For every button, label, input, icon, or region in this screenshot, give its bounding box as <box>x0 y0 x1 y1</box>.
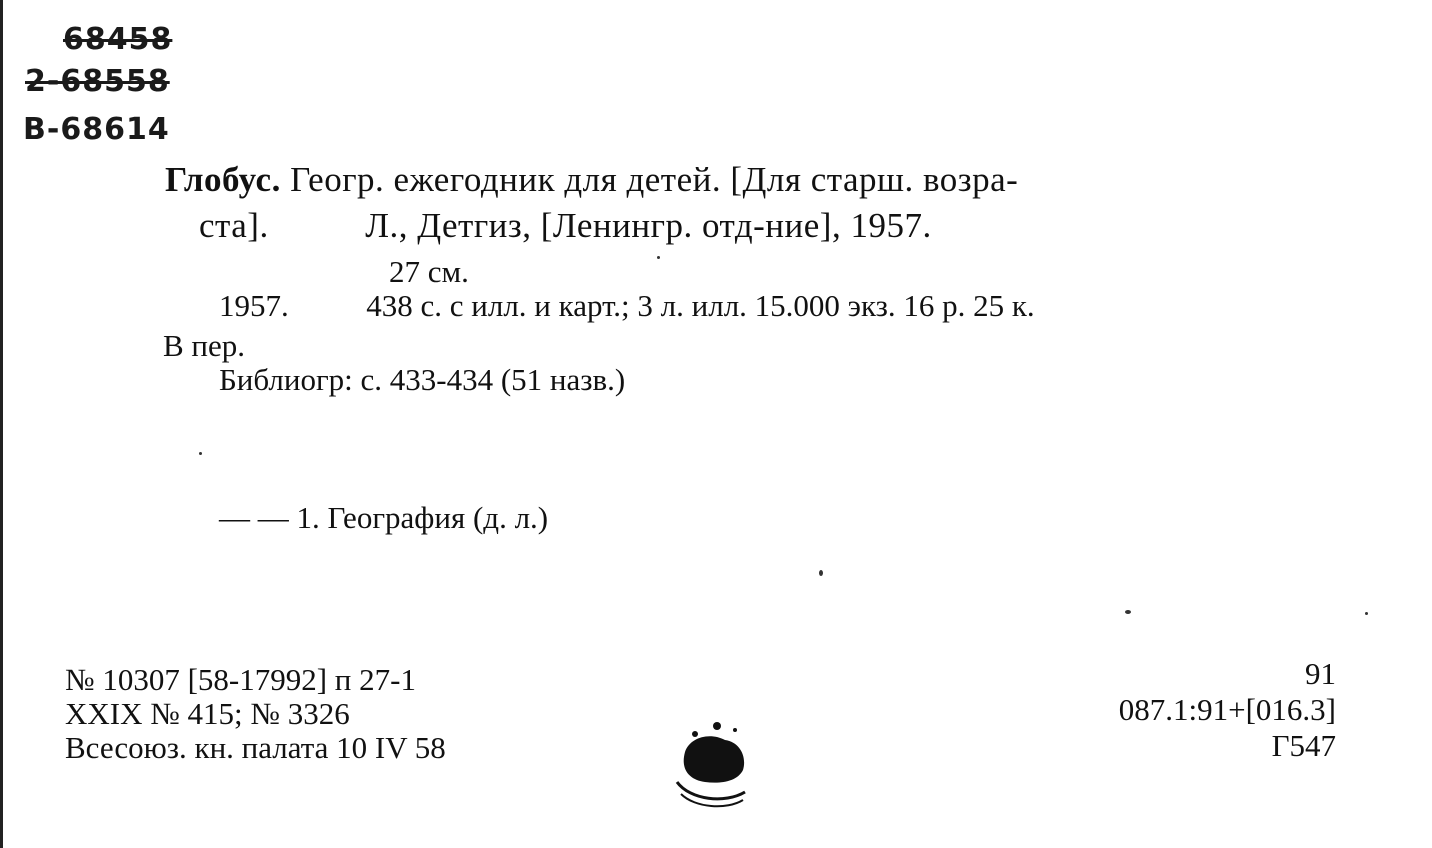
footer-left-1: № 10307 [58-17992] п 27-1 <box>65 662 416 697</box>
ink-speck <box>657 256 660 259</box>
handwritten-number-3: В-68614 <box>23 112 170 147</box>
footer-right-2: 087.1:91+[016.3] <box>1118 692 1336 727</box>
ink-speck <box>819 570 823 576</box>
handwritten-number-2: 2-68558 <box>25 64 170 99</box>
ink-speck <box>199 452 202 455</box>
footer-left-3: Всесоюз. кн. палата 10 IV 58 <box>65 730 446 765</box>
entry-bibliography: Библиогр: с. 433-434 (51 назв.) <box>219 362 626 397</box>
entry-line-2-part2: Л., Детгиз, [Ленингр. отд-ние], 1957. <box>365 206 932 245</box>
footer-right-1: 91 <box>1305 656 1336 691</box>
entry-line-4-year: 1957. <box>219 288 289 323</box>
entry-binding: В пер. <box>163 328 246 363</box>
handwritten-number-1: 68458 <box>63 22 173 57</box>
entry-title: Глобус. <box>165 160 281 199</box>
entry-size: 27 см. <box>389 254 469 289</box>
ink-speck <box>1365 612 1368 615</box>
subject-heading: — — 1. География (д. л.) <box>219 500 549 535</box>
ink-speck <box>1125 610 1131 614</box>
entry-line-2 <box>199 206 932 246</box>
footer-right-3: Г547 <box>1271 728 1336 763</box>
entry-line-2-part1: ста]. <box>199 206 269 245</box>
entry-line-1-text: Геогр. ежегодник для детей. [Для старш. возра- <box>290 160 1019 199</box>
entry-line-1 <box>165 160 1018 200</box>
ink-stamp-mark <box>665 712 755 812</box>
entry-line-4-pages: 438 с. с илл. и карт.; 3 л. илл. 15.000 экз. 16 р. 25 к. <box>366 288 1035 323</box>
footer-left-2: XXIX № 415; № 3326 <box>65 696 350 731</box>
entry-line-4 <box>219 288 1035 324</box>
